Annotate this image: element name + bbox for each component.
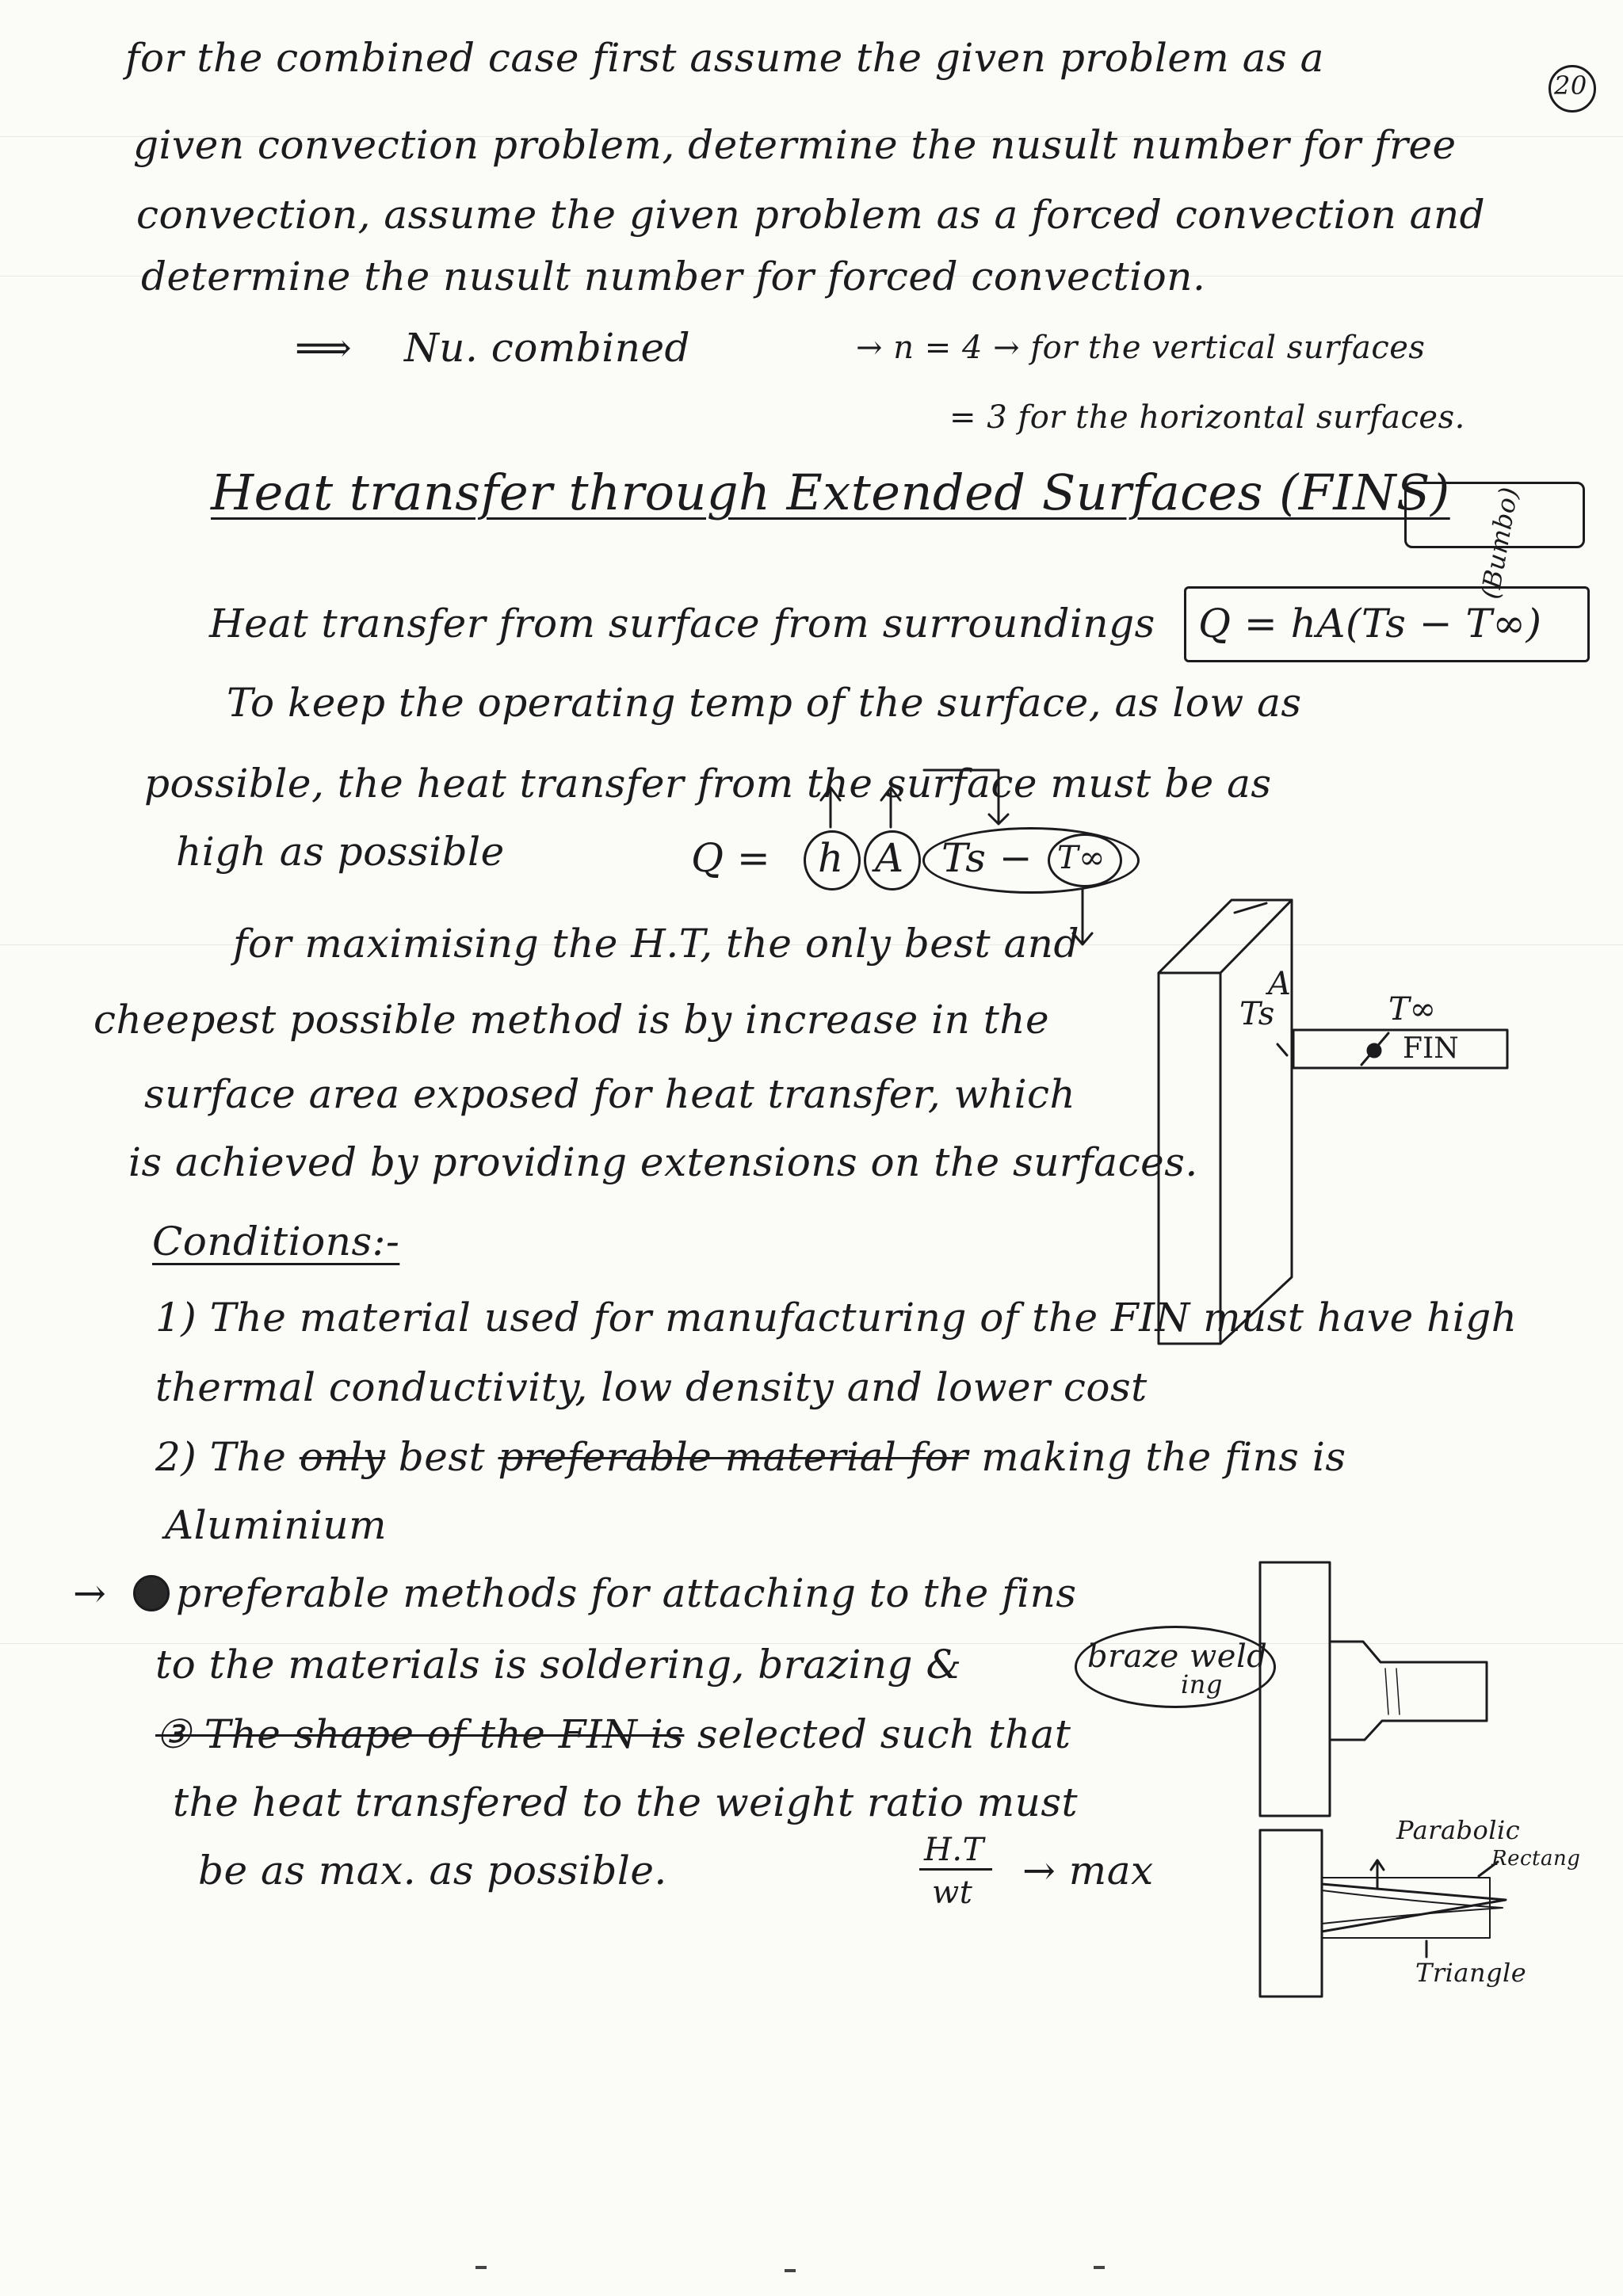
shape-label-parabolic: Parabolic [1396,1815,1521,1845]
formula-q: Q = [691,835,771,881]
fin-diagram-a: A [1268,966,1291,1002]
arrow-parabolic [1371,1860,1384,1889]
heat-transfer-line: Heat transfer from surface from surroundings [209,601,1155,646]
formula-ts: Ts − [941,835,1033,881]
base-plate-2 [1260,1830,1322,1997]
n-vertical: → n = 4 → for the vertical surfaces [856,330,1426,366]
paragraph-3-line-2: cheepest possible method is by increase in the [94,997,1050,1043]
shape-label-rectang: Rectang [1491,1847,1581,1871]
paragraph-1-line-4: determine the nusult number for forced convection. [141,254,1206,299]
arrow-surface [924,770,1008,824]
fin-bar [1293,1030,1507,1068]
paragraph-3-line-1: for maximising the H.T, the only best and [233,921,1080,967]
formula-a: A [875,835,904,881]
condition-1-line-1: 1) The material used for manufacturing of the FIN must have high [155,1295,1518,1341]
condition-3a-line-2: to the materials is soldering, brazing & [155,1642,962,1688]
condition-3a-arrow: → [73,1570,107,1616]
implies-arrow: ⟹ [295,325,353,371]
ht-result: → max [1022,1848,1154,1894]
side-note: (Bumbo) [1474,484,1525,601]
condition-1-line-2: thermal conductivity, low density and lower cost [155,1364,1148,1410]
ht-numerator: H.T [924,1832,984,1868]
plate-dim [1235,903,1266,913]
n-horizontal: = 3 for the horizontal surfaces. [949,399,1465,436]
base-plate-1 [1260,1562,1330,1816]
condition-2-lead: 2) The [155,1434,287,1480]
ht-denominator: wt [932,1875,973,1911]
fin-slash [1361,1033,1388,1065]
page-mark [475,2266,487,2269]
braze-weld: braze weld [1087,1638,1268,1675]
weld-hatch [1385,1669,1400,1714]
condition-2-struck-1: only [299,1434,386,1480]
conditions-heading: Conditions:- [152,1219,400,1264]
paragraph-3-line-4: is achieved by providing extensions on the surfaces. [128,1139,1198,1185]
fin-tick [1277,1044,1287,1055]
condition-2-tail: making the fins is [981,1434,1346,1480]
condition-3a-line-1: preferable methods for attaching to the fins [176,1570,1077,1616]
paragraph-3-line-3: surface area exposed for heat transfer, which [144,1071,1076,1117]
condition-2-struck-2: preferable material for [498,1434,968,1480]
shape-label-triangle: Triangle [1415,1958,1527,1988]
page-mark [1094,2266,1105,2269]
paragraph-1-line-1: for the combined case first assume the given problem as a [125,35,1324,81]
paragraph-1-line-2: given convection problem, determine the nusult number for free [133,122,1457,168]
paragraph-2-line-3: high as possible [176,829,505,875]
fin-diagram-ts: Ts [1239,996,1275,1032]
paragraph-2-line-1: To keep the operating temp of the surface, as low as [227,680,1302,726]
condition-3b-struck: ③ The shape of the FIN is [155,1711,685,1757]
paragraph-2-line-2: possible, the heat transfer from the surface must be as [144,761,1272,807]
fin-diagram-fin: FIN [1403,1032,1459,1065]
condition-2-mid: best [398,1434,486,1480]
arrow-up-h [821,788,840,827]
braze-weld-suffix: ing [1181,1669,1223,1699]
condition-3b-line-3: be as max. as possible. [198,1848,667,1894]
boxed-formula: Q = hA(Ts − T∞) [1198,601,1542,646]
parabolic-fin [1322,1890,1503,1924]
fin-diagram-tinf: T∞ [1388,991,1436,1028]
arrow-up-a [881,788,900,827]
page-mark [785,2269,796,2272]
arrow-down-tinf [1073,889,1092,944]
paragraph-1-line-3: convection, assume the given problem as a forced convection and [136,192,1486,238]
nu-combined-label: Nu. combined [404,325,691,371]
page-number: 20 [1554,71,1587,101]
condition-2-line-2: Aluminium [165,1502,388,1548]
condition-3b-rest: selected such that [697,1711,1071,1757]
condition-3b-line-2: the heat transfered to the weight ratio must [173,1779,1079,1825]
section-heading: Heat transfer through Extended Surfaces (FINS) [211,463,1450,521]
formula-h: h [818,835,844,881]
attached-fin [1330,1642,1487,1740]
triangle-fin [1322,1884,1506,1932]
formula-tinf: T∞ [1057,840,1106,876]
